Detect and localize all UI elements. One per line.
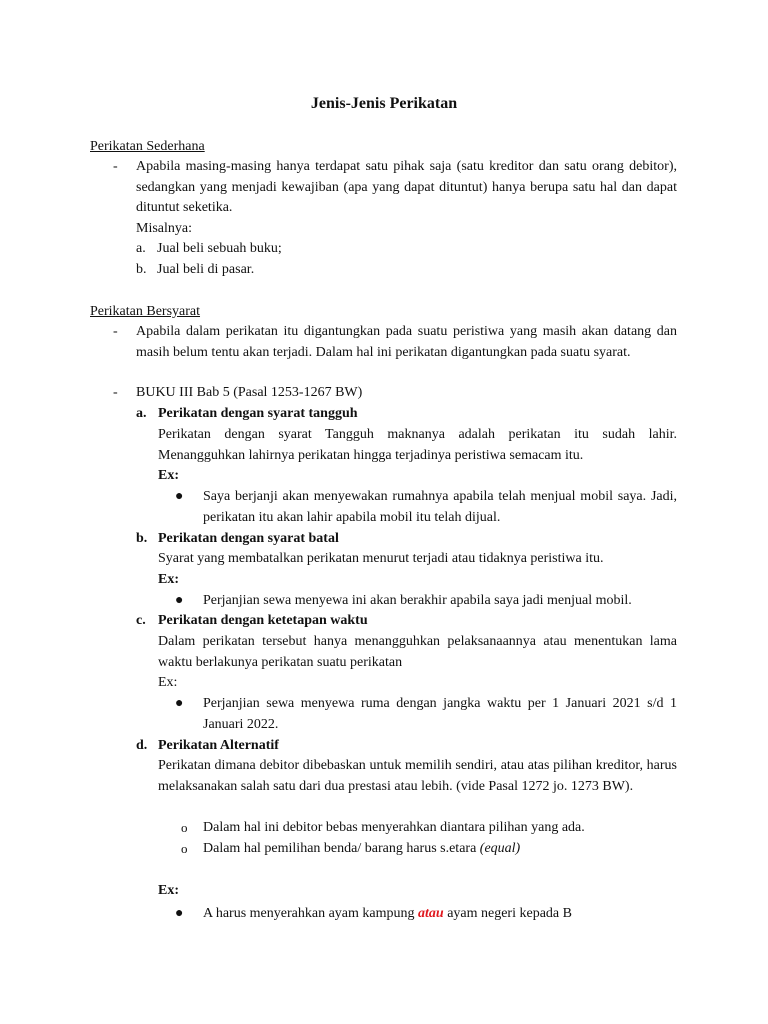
bullet-text: Perjanjian sewa menyewa ruma dengan jangka waktu per 1 Januari 2021 s/d 1 Januari 2022.: [203, 696, 677, 732]
desc-tangguh: Perikatan dengan syarat Tangguh maknanya adalah perikatan itu sudah lahir. Menangguhkan lahirnya perikatan hingga terjadinya peristiwa semacam itu.: [158, 427, 677, 463]
sub-marker: c.: [136, 613, 146, 628]
desc-alternatif: Perikatan dimana debitor dibebaskan untuk memilih sendiri, atau atas pilihan kreditor, harus melaksanakan salah satu dari dua prestasi atau lebih. (vide Pasal 1272 jo. 1273 BW).: [158, 758, 677, 794]
bullet-text: Saya berjanji akan menyewakan rumahnya apabila telah menjual mobil saya. Jadi, perikatan itu akan lahir apabila mobil itu telah dijual.: [203, 489, 677, 525]
ex-label: Ex:: [158, 675, 178, 690]
circle-bullet-icon: o: [181, 820, 188, 835]
sub-title-batal: Perikatan dengan syarat batal: [158, 531, 339, 546]
ex-label: Ex:: [158, 572, 179, 587]
bullet-dot: ●: [175, 696, 184, 711]
sub-title-alternatif: Perikatan Alternatif: [158, 738, 279, 753]
sub-marker: d.: [136, 738, 148, 753]
list-item: Jual beli sebuah buku;: [157, 241, 282, 256]
list-marker: a.: [136, 241, 146, 256]
ex-label: Ex:: [158, 883, 179, 898]
desc-batal: Syarat yang membatalkan perikatan menurut terjadi atau tidaknya peristiwa itu.: [158, 551, 604, 566]
sub-marker: b.: [136, 531, 148, 546]
section-heading-bersyarat: Perikatan Bersyarat: [90, 304, 201, 319]
emphasis-atau: atau: [418, 906, 444, 921]
bullet-text: A harus menyerahkan ayam kampung atau ayam negeri kepada B: [203, 906, 572, 921]
dash-bullet: -: [113, 324, 118, 339]
sub-title-ketetapan-waktu: Perikatan dengan ketetapan waktu: [158, 613, 368, 628]
dash-bullet: -: [113, 385, 118, 400]
bullet-dot: ●: [175, 906, 184, 921]
paragraph-bersyarat: Apabila dalam perikatan itu digantungkan pada suatu peristiwa yang masih akan datang dan masih belum tentu akan terjadi. Dalam hal ini perikatan digantungkan pada suatu syarat.: [136, 324, 677, 360]
bullet-dot: ●: [175, 593, 184, 608]
sub-title-tangguh: Perikatan dengan syarat tangguh: [158, 406, 358, 421]
desc-ketetapan-waktu: Dalam perikatan tersebut hanya menangguhkan pelaksanaannya atau menentukan lama waktu berlakunya perikatan suatu perikatan: [158, 634, 677, 670]
list-marker: b.: [136, 262, 147, 277]
page-title: Jenis-Jenis Perikatan: [310, 95, 458, 112]
section-heading-sederhana: Perikatan Sederhana: [90, 139, 205, 154]
paragraph-sederhana: Apabila masing-masing hanya terdapat satu pihak saja (satu kreditor dan satu orang debitor), sedangkan yang menjadi kewajiban (apa yang dapat dituntut) hanya berupa satu hal dan dapat dituntut seketika.: [136, 159, 677, 216]
sub-bullet-text: Dalam hal pemilihan benda/ barang harus s.etara (equal): [203, 841, 521, 856]
circle-bullet-icon: o: [181, 841, 188, 856]
list-item: Jual beli di pasar.: [157, 262, 255, 277]
bullet-dot: ●: [175, 489, 184, 504]
bullet-text: Perjanjian sewa menyewa ini akan berakhir apabila saya jadi menjual mobil.: [203, 593, 632, 608]
misalnya-label: Misalnya:: [136, 221, 192, 236]
sub-bullet-text: Dalam hal ini debitor bebas menyerahkan diantara pilihan yang ada.: [203, 820, 585, 835]
dash-bullet: -: [113, 159, 118, 174]
ex-label: Ex:: [158, 468, 179, 483]
buku-reference: BUKU III Bab 5 (Pasal 1253-1267 BW): [136, 385, 363, 400]
sub-marker: a.: [136, 406, 147, 421]
